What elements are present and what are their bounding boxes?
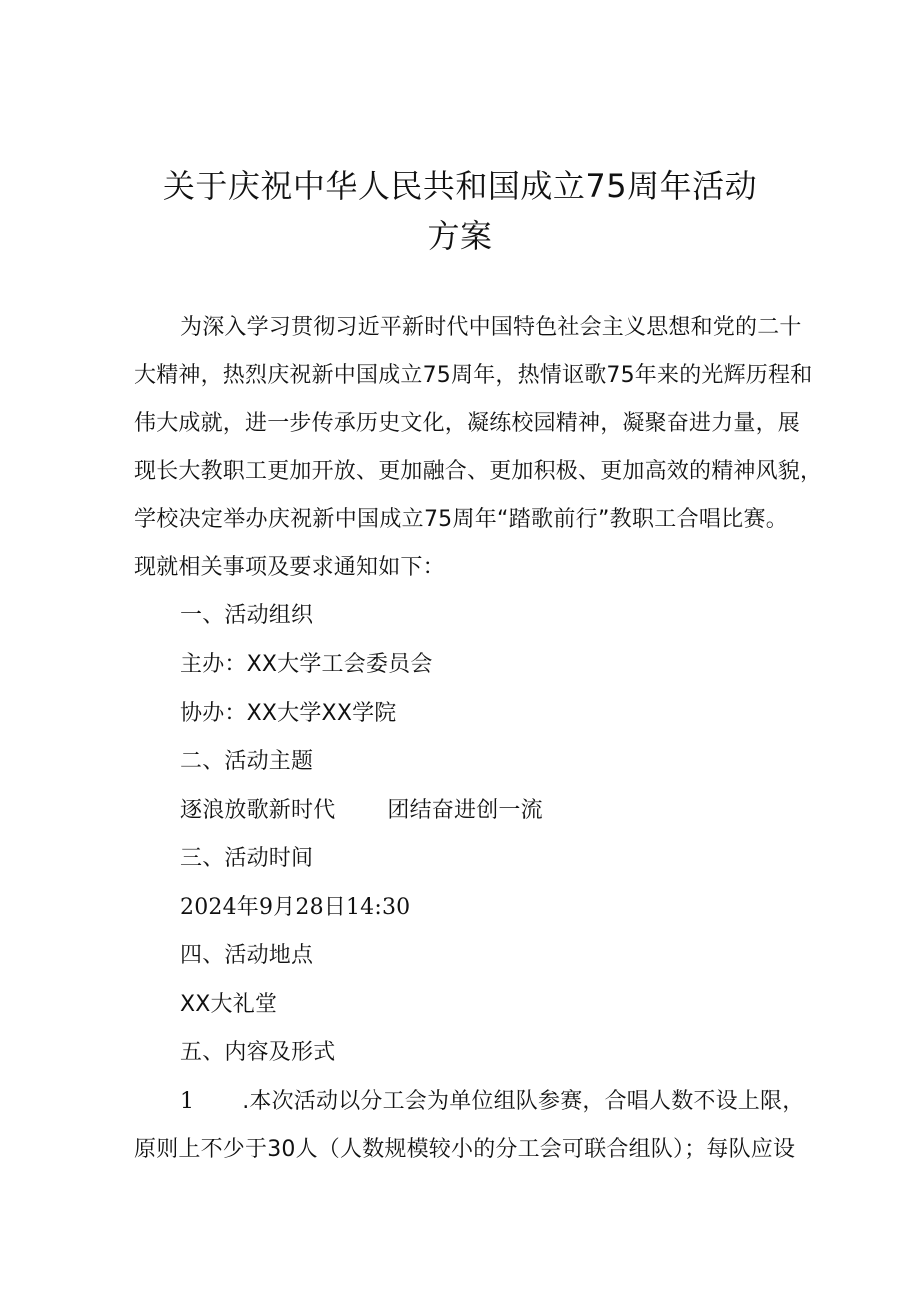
- theme-part-1: 逐浪放歌新时代: [180, 798, 336, 823]
- document-title-line-2: 方案: [427, 217, 493, 255]
- intro-line-2: 大精神，热烈庆祝新中国成立75周年，热情讴歌75年来的光辉历程和: [134, 363, 813, 388]
- event-location: XX大礼堂: [180, 992, 278, 1017]
- section-heading-content: 五、内容及形式: [180, 1040, 336, 1065]
- content-item-1-line-1: [180, 1086, 805, 1118]
- document-title-line-1: 关于庆祝中华人民共和国成立75周年活动: [162, 167, 758, 205]
- intro-line-4: 现长大教职工更加开放、更加融合、更加积极、更加高效的精神风貌，: [134, 459, 823, 484]
- intro-line-1: 为深入学习贯彻习近平新时代中国特色社会主义思想和党的二十: [180, 315, 802, 340]
- intro-line-6: 现就相关事项及要求通知如下：: [134, 555, 445, 580]
- organizer-host: 主办：XX大学工会委员会: [180, 652, 433, 677]
- intro-line-5: 学校决定举办庆祝新中国成立75周年“踏歌前行”教职工合唱比赛。: [134, 507, 788, 532]
- section-heading-time: 三、活动时间: [180, 846, 314, 871]
- content-item-1-number: 1: [180, 1089, 195, 1114]
- section-heading-location: 四、活动地点: [180, 943, 314, 968]
- content-item-1-text: .本次活动以分工会为单位组队参赛，合唱人数不设上限，: [242, 1089, 805, 1114]
- intro-line-3: 伟大成就，进一步传承历史文化，凝练校园精神，凝聚奋进力量，展: [134, 411, 801, 436]
- theme-part-2: 团结奋进创一流: [387, 798, 543, 823]
- section-heading-organization: 一、活动组织: [180, 603, 314, 628]
- content-item-1-line-2: 原则上不少于30人（人数规模较小的分工会可联合组队）；每队应设: [134, 1137, 796, 1162]
- section-heading-theme: 二、活动主题: [180, 749, 314, 774]
- event-time: 2024年9月28日14:30: [180, 895, 411, 920]
- organizer-cohost: 协办：XX大学XX学院: [180, 701, 397, 726]
- theme-line: [180, 795, 543, 827]
